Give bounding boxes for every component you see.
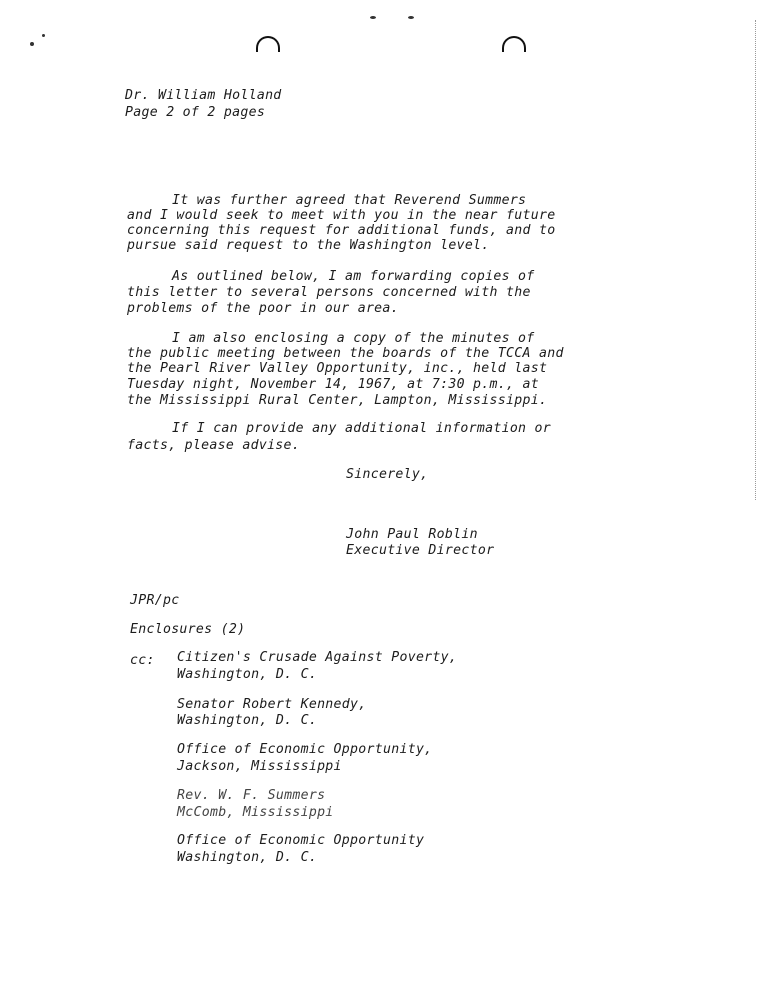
cc-label: cc: (130, 653, 155, 668)
paragraph-line: concerning this request for additional funds, and to (127, 223, 556, 238)
paragraph-line: the Pearl River Valley Opportunity, inc., held last (127, 361, 548, 376)
cc-entry-line: Washington, D. C. (177, 850, 318, 865)
typist-initials: JPR/pc (130, 593, 180, 608)
paragraph-line: I am also enclosing a copy of the minutes of (172, 331, 535, 346)
cc-entry-line: Jackson, Mississippi (177, 759, 342, 774)
cc-entry-line: Rev. W. F. Summers (177, 788, 326, 803)
paragraph-line: problems of the poor in our area. (127, 301, 399, 316)
scan-speck (408, 16, 414, 19)
cc-entry-line: Senator Robert Kennedy, (177, 697, 367, 712)
enclosures-line: Enclosures (2) (130, 622, 246, 637)
cc-entry-line: Office of Economic Opportunity (177, 833, 425, 848)
page-info-line: Page 2 of 2 pages (125, 105, 266, 120)
cc-entry-line: Washington, D. C. (177, 667, 318, 682)
paragraph-line: this letter to several persons concerned with the (127, 285, 531, 300)
punch-hole-mark-right (502, 36, 526, 52)
paragraph-line: It was further agreed that Reverend Summers (172, 193, 527, 208)
paragraph-line: pursue said request to the Washington level. (127, 238, 490, 253)
signer-name: John Paul Roblin (346, 527, 478, 542)
paragraph-line: facts, please advise. (127, 438, 301, 453)
recipient-line: Dr. William Holland (125, 88, 282, 103)
scan-speck (370, 16, 376, 19)
cc-entry-line: McComb, Mississippi (177, 805, 334, 820)
closing-salutation: Sincerely, (346, 467, 429, 482)
scan-speck (30, 42, 34, 46)
paragraph-line: the public meeting between the boards of the TCCA and (127, 346, 564, 361)
paragraph-line: and I would seek to meet with you in the near future (127, 208, 556, 223)
paragraph-line: Tuesday night, November 14, 1967, at 7:30 p.m., at (127, 377, 539, 392)
cc-entry-line: Citizen's Crusade Against Poverty, (177, 650, 458, 665)
cc-entry-line: Office of Economic Opportunity, (177, 742, 433, 757)
scan-edge-artifact (755, 20, 758, 500)
paragraph-line: As outlined below, I am forwarding copies of (172, 269, 535, 284)
scan-speck (42, 34, 45, 37)
paragraph-line: If I can provide any additional information or (172, 421, 552, 436)
signer-title: Executive Director (346, 543, 495, 558)
paragraph-line: the Mississippi Rural Center, Lampton, Mississippi. (127, 393, 548, 408)
cc-entry-line: Washington, D. C. (177, 713, 318, 728)
punch-hole-mark-left (256, 36, 280, 52)
